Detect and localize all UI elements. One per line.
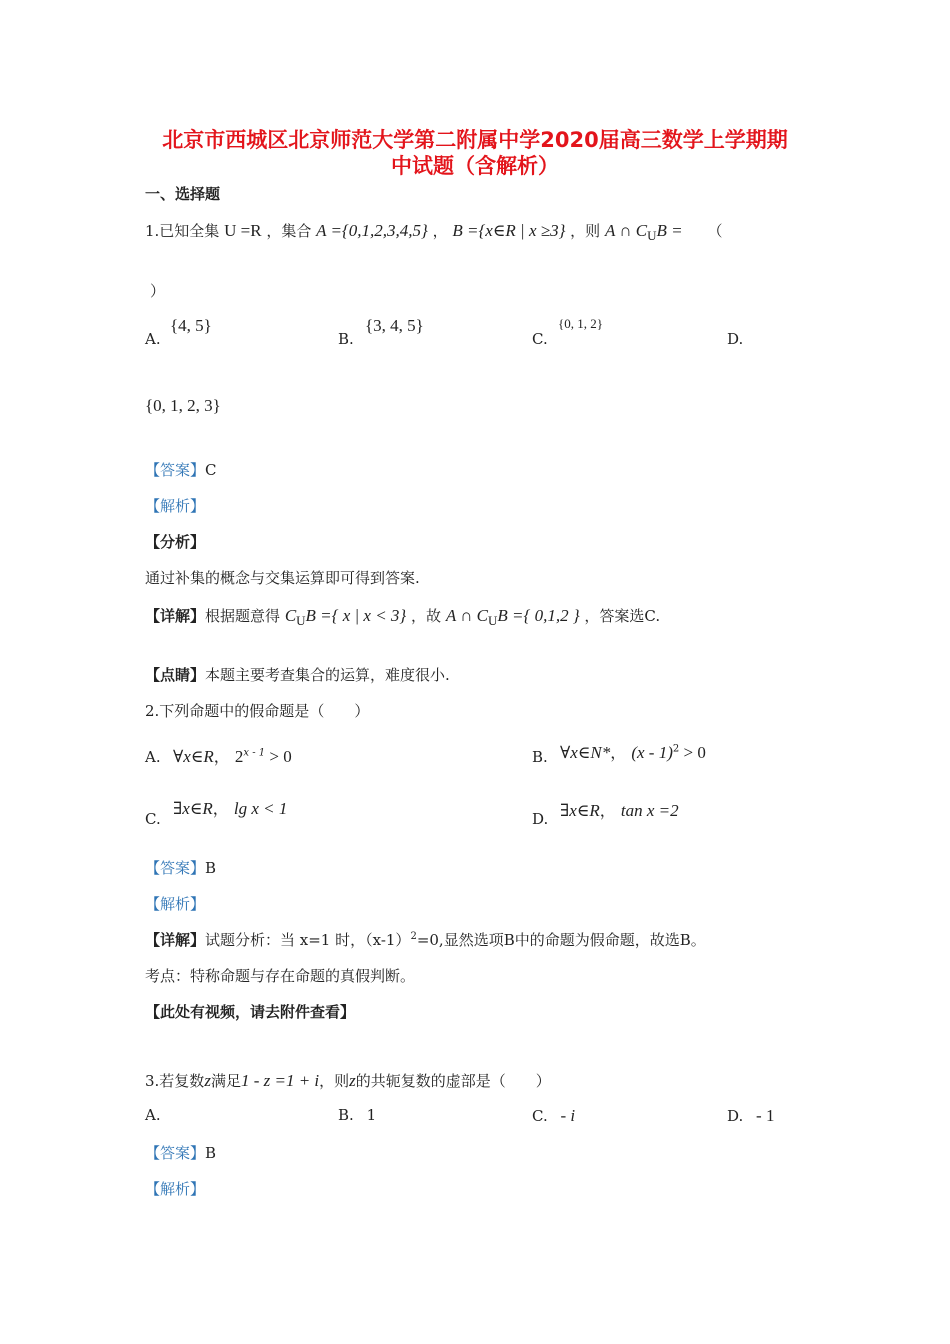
q1-option-d-label: D.	[727, 330, 744, 348]
q1-fenxi-tag: 【分析】	[145, 533, 206, 551]
q2-video-note: 【此处有视频，请去附件查看】	[145, 1003, 356, 1021]
q1-option-a-value: {4, 5}	[170, 316, 212, 335]
q2-kaodian: 考点：特称命题与存在命题的真假判断。	[145, 967, 416, 985]
q3-option-a-label: A.	[145, 1106, 161, 1124]
q2-option-a-label: A.	[145, 748, 161, 766]
q2-answer: 【答案】B	[145, 859, 217, 877]
q1-analysis-tag: 【解析】	[145, 497, 206, 515]
q1-paren-close: ）	[150, 282, 166, 300]
q1-detail: 【详解】根据题意得 $C_UB$ ={ x | x < 3} ，故 A ∩ $C_UB$ ={ 0,1,2 } ，答案选C.	[145, 606, 661, 628]
q2-option-d-label: D.	[532, 810, 549, 828]
q2-stem: 2.下列命题中的假命题是（ ）	[145, 702, 370, 720]
q3-option-b: B. 1	[338, 1106, 377, 1124]
q3-answer: 【答案】B	[145, 1144, 217, 1162]
q1-option-a-label: A.	[145, 330, 161, 348]
doc-title-line1: 北京市西城区北京师范大学第二附属中学2020届高三数学上学期期	[162, 128, 788, 152]
q3-option-c: C. - i	[532, 1106, 576, 1125]
q3-option-d: D. - 1	[727, 1106, 775, 1125]
q1-option-b-label: B.	[338, 330, 354, 348]
q1-option-c-label: C.	[532, 330, 548, 348]
q2-analysis-tag: 【解析】	[145, 895, 206, 913]
q2-option-b-label: B.	[532, 748, 548, 766]
q2-option-c-value: ∃x∈R， lg x < 1	[173, 799, 288, 818]
q1-option-c-value: {0, 1, 2}	[558, 316, 603, 331]
q2-option-b-value: ∀x∈N*， (x - 1)$^2$ > 0	[560, 743, 706, 762]
q1-fenxi-text: 通过补集的概念与交集运算即可得到答案.	[145, 569, 420, 587]
q1-option-d-value: {0, 1, 2, 3}	[145, 396, 221, 415]
q3-stem: 3.若复数z满足1 - z =1 + i，则z的共轭复数的虚部是（ ）	[145, 1071, 551, 1090]
doc-title-line2: 中试题（含解析）	[391, 154, 559, 178]
q1-note: 【点睛】本题主要考查集合的运算，难度很小.	[145, 666, 450, 684]
q1-option-b-value: {3, 4, 5}	[365, 316, 424, 335]
section-heading: 一、选择题	[145, 185, 221, 203]
q2-option-d-value: ∃x∈R， tan x =2	[560, 801, 679, 820]
q1-answer: 【答案】C	[145, 461, 217, 479]
q1-stem: 1.已知全集 U =R ，集合 A ={0,1,2,3,4,5} ， B ={x∈R | x ≥3} ，则 A ∩ $C_UB$ = （	[145, 221, 723, 243]
q2-option-a-value: ∀x∈R， $2^{x - 1} > 0$	[173, 747, 292, 766]
q2-option-c-label: C.	[145, 810, 161, 828]
q3-analysis-tag: 【解析】	[145, 1180, 206, 1198]
q2-detail: 【详解】试题分析：当 x=1 时，$(x-1)^2=0$,显然选项B中的命题为假命题，故选B。	[145, 931, 706, 949]
